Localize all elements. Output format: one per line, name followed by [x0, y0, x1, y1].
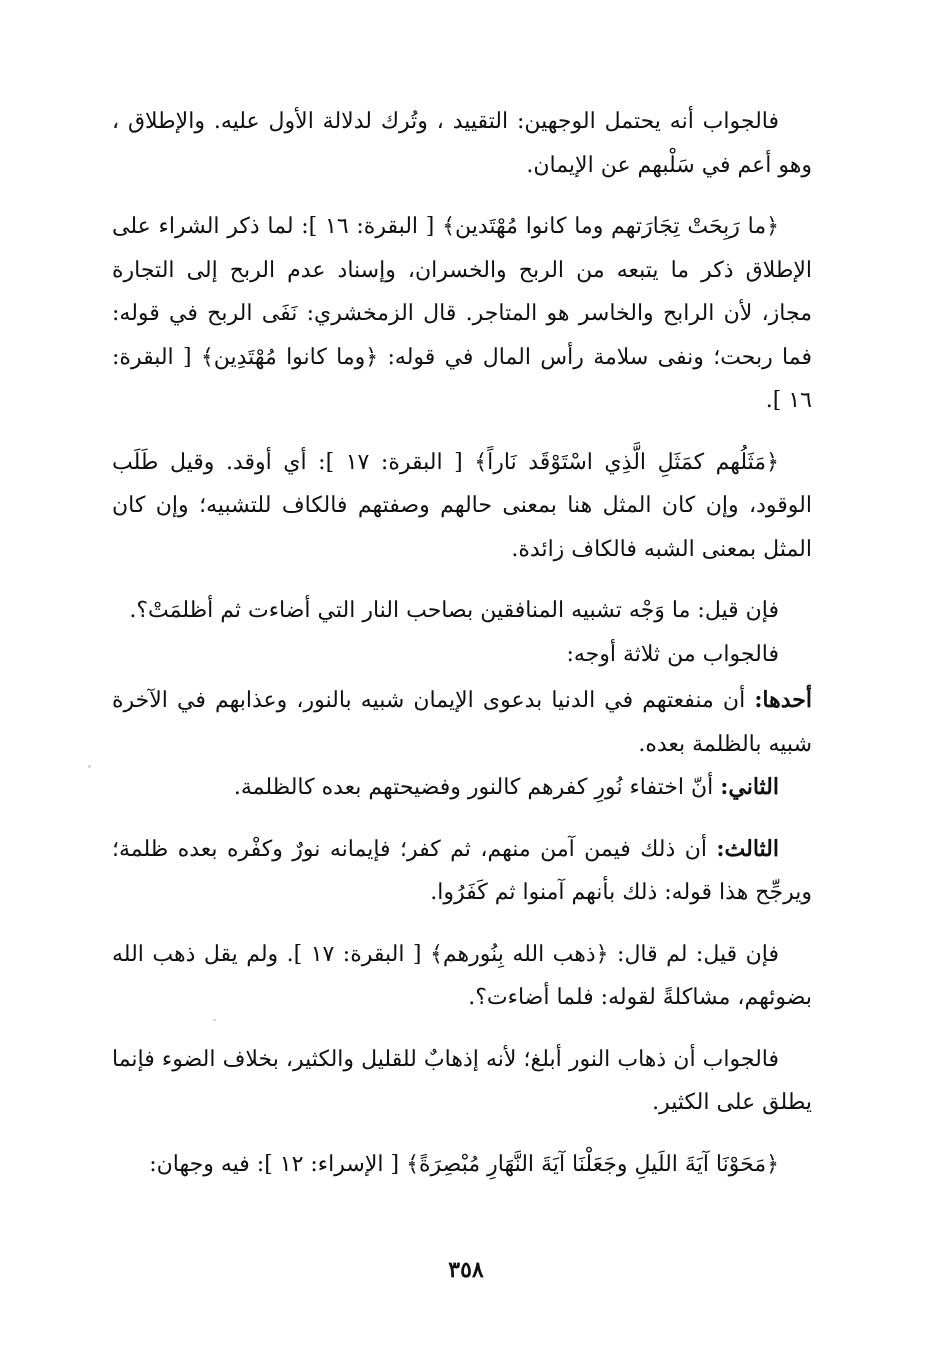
paragraph-5-text: فالجواب من ثلاثة أوجه: — [566, 641, 779, 667]
paragraph-2 — [112, 205, 812, 423]
paragraph-4-text: فإن قيل: ما وَجْه تشبيه المنافقين بصاحب النار التي أضاءت ثم أظلمَتْ؟. — [129, 598, 779, 623]
paragraph-3-text: ﴿مَثَلُهم كمَثَلِ الَّذِي اسْتَوْقَد نَاراً﴾ [ البقرة: ١٧ ]: أي أوقد. وقيل طَلَب الوقود، وإن كان المثل هنا بمعنى حالهم وصفتهم فالكاف للتشبيه؛ وإن كان المثل بمعنى الشبه فالكاف زائدة. — [112, 449, 812, 562]
paragraph-9-text: فإن قيل: لم قال: ﴿ذهب الله بِنُورهم﴾ [ البقرة: ١٧ ]. ولم يقل ذهب الله بضوئهم، مشاكلةً لقوله: فلما أضاءت؟. — [112, 941, 812, 1010]
paragraph-1-text: فالجواب أنه يحتمل الوجهين: التقييد ، وتُرك لدلالة الأول عليه. والإطلاق ، وهو أعم في سَلْبهم عن الإيمان. — [112, 109, 812, 178]
paragraph-8-text: أن ذلك فيمن آمن منهم، ثم كفر؛ فإيمانه نورٌ وكفْره بعده ظلمة؛ ويرجِّح هذا قوله: ذلك بأنهم آمنوا ثم كَفَرُوا. — [112, 836, 812, 905]
paragraph-2-text: ﴿ما رَبِحَتْ تِجَارَتهم وما كانوا مُهْتَدين﴾ [ البقرة: ١٦ ]: لما ذكر الشراء على الإطلاق ذكر ما يتبعه من الربح والخسران، وإسناد عدم الربح إلى التجارة مجاز، لأن الرابح والخاسر هو المتاجر. قال الزمخشري: نَفَى الربح في قوله: فما ربحت؛ ونفى سلامة رأس المال في قوله: ﴿وما كانوا مُهْتَدِين﴾ [ البقرة: ١٦ ]. — [112, 214, 812, 413]
paragraph-9 — [112, 933, 812, 1020]
paragraph-7-text: أنّ اختفاء نُورِ كفرهم كالنور وفضيحتهم بعده كالظلمة. — [233, 775, 721, 800]
paragraph-6-lead: أحدها: — [754, 687, 812, 713]
page-number: ٣٥٨ — [448, 1257, 484, 1283]
paragraph-3 — [112, 441, 812, 572]
paragraph-8-lead: الثالث: — [716, 835, 779, 862]
paragraph-7-lead: الثاني: — [720, 774, 779, 800]
scan-speck — [213, 1019, 216, 1021]
paragraph-11-text: ﴿مَحَوْنَا آيَةَ اللَيلِ وجَعَلْنَا آيَةَ النَّهَارِ مُبْصِرَةً﴾ [ الإسراء: ١٢ ]: فيه وجهان: — [149, 1151, 779, 1177]
paragraph-7 — [112, 766, 812, 810]
paragraph-8 — [112, 828, 812, 915]
body-text — [112, 100, 812, 1186]
paragraph-10-text: فالجواب أن ذهاب النور أبلغ؛ لأنه إذهابٌ للقليل والكثير، بخلاف الضوء فإنما يطلق على الكثير. — [112, 1046, 812, 1115]
paragraph-4 — [112, 589, 812, 633]
paragraph-11 — [112, 1143, 812, 1187]
paragraph-6 — [112, 679, 812, 766]
paragraph-10 — [112, 1038, 812, 1125]
paragraph-1 — [112, 100, 812, 187]
scan-speck — [88, 765, 91, 768]
paragraph-6-text: أن منفعتهم في الدنيا بدعوى الإيمان شبيه بالنور، وعذابهم في الآخرة شبيه بالظلمة بعده. — [112, 688, 812, 757]
paragraph-5 — [112, 633, 812, 677]
